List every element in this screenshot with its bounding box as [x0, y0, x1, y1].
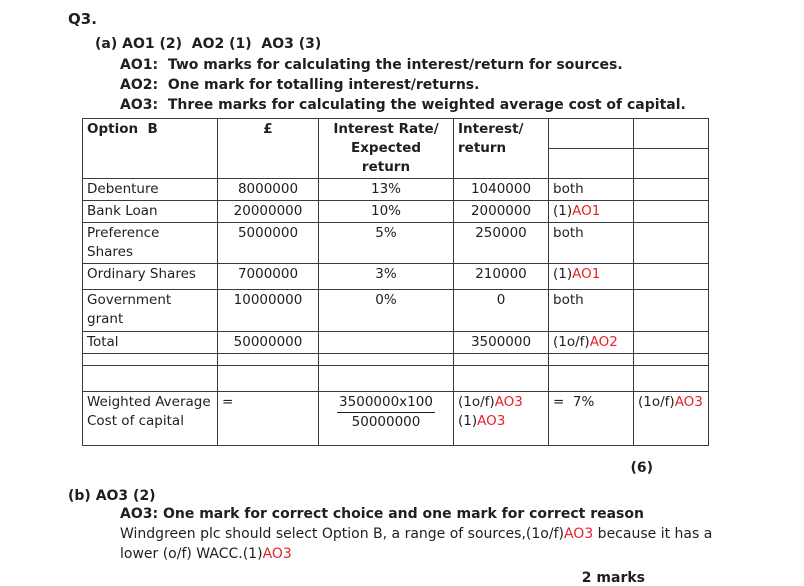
empty-cell	[319, 366, 454, 392]
mark-count: (1)	[458, 413, 478, 429]
table-row-ordinary-shares	[83, 264, 709, 290]
answer-text: Windgreen plc should select Option B, a range of sources,(1o/f)	[120, 526, 564, 542]
source-name-line: Preference	[87, 225, 160, 241]
answer-line-1	[120, 524, 764, 544]
question-label: Q3.	[68, 10, 97, 28]
amount-cell: 5000000	[218, 223, 319, 264]
wacc-of-mark-cell	[634, 392, 709, 446]
header-empty-cell	[549, 119, 634, 149]
answer-text: lower (o/f) WACC.(1)	[120, 546, 263, 562]
ao2-guidance-line: AO2: One mark for totalling interest/returns.	[120, 77, 480, 93]
rate-cell	[319, 332, 454, 354]
note-cell	[549, 332, 634, 354]
ao-tag: AO3	[674, 394, 703, 410]
source-name-line: Weighted Average	[87, 394, 211, 410]
interest-cell: 0	[454, 290, 549, 332]
source-name-cell	[83, 223, 218, 264]
empty-cell	[634, 223, 709, 264]
interest-cell: 1040000	[454, 179, 549, 201]
header-line: Interest Rate/	[333, 121, 439, 137]
header-line: Interest/	[458, 121, 524, 137]
header-interest-return	[454, 119, 549, 179]
table-row-empty-thin	[83, 354, 709, 366]
header-empty-cell	[549, 149, 634, 179]
source-name-cell	[83, 392, 218, 446]
table-row-debenture	[83, 179, 709, 201]
empty-cell	[319, 354, 454, 366]
equals-cell: =	[218, 392, 319, 446]
ao-tag: AO1	[572, 203, 601, 219]
rate-cell: 13%	[319, 179, 454, 201]
table-row-government-grant	[83, 290, 709, 332]
empty-cell	[634, 264, 709, 290]
ao-tag: AO2	[589, 334, 618, 350]
empty-cell	[454, 354, 549, 366]
empty-cell	[218, 366, 319, 392]
mark-count: (1o/f)	[458, 394, 495, 410]
table-row-empty-spacer	[83, 366, 709, 392]
mark-line	[458, 393, 544, 412]
empty-cell	[634, 366, 709, 392]
ao-tag: AO3	[494, 394, 523, 410]
table-row-preference-shares	[83, 223, 709, 264]
ao1-guidance-line: AO1: Two marks for calculating the interest/return for sources.	[120, 57, 623, 73]
table-row-total	[83, 332, 709, 354]
empty-cell	[83, 354, 218, 366]
empty-cell	[218, 354, 319, 366]
option-b-wacc-table	[82, 118, 709, 446]
header-line: Expected	[350, 140, 422, 156]
amount-cell: 10000000	[218, 290, 319, 332]
note-cell	[549, 201, 634, 223]
source-name-cell: Ordinary Shares	[83, 264, 218, 290]
part-a-heading: (a) AO1 (2) AO2 (1) AO3 (3)	[95, 36, 322, 52]
part-b-marks: 2 marks	[581, 570, 645, 586]
answer-text: because it has a	[593, 526, 713, 542]
note-cell: both	[549, 290, 634, 332]
ao3-guidance-line: AO3: Three marks for calculating the weighted average cost of capital.	[120, 97, 686, 113]
ao-tag: AO3	[563, 526, 594, 542]
source-name-line: Shares	[87, 244, 133, 260]
interest-cell: 2000000	[454, 201, 549, 223]
fraction-cell	[319, 392, 454, 446]
table-header-row	[83, 119, 709, 149]
empty-cell	[549, 354, 634, 366]
rate-cell: 0%	[319, 290, 454, 332]
mark-count: (1)	[553, 203, 573, 219]
table-row-bank-loan	[83, 201, 709, 223]
amount-cell: 8000000	[218, 179, 319, 201]
ao-tag: AO1	[572, 266, 601, 282]
header-line: return	[361, 159, 411, 175]
note-cell: both	[549, 223, 634, 264]
source-name-cell: Bank Loan	[83, 201, 218, 223]
answer-line-2	[120, 544, 764, 564]
empty-cell	[634, 179, 709, 201]
amount-cell: 20000000	[218, 201, 319, 223]
rate-cell: 3%	[319, 264, 454, 290]
header-option-b: Option B	[83, 119, 218, 179]
empty-cell	[83, 366, 218, 392]
part-b-heading: (b) AO3 (2)	[68, 488, 156, 504]
amount-cell: 7000000	[218, 264, 319, 290]
amount-cell: 50000000	[218, 332, 319, 354]
header-line: return	[458, 140, 507, 156]
header-currency: £	[218, 119, 319, 179]
note-cell	[549, 264, 634, 290]
header-interest-rate	[319, 119, 454, 179]
ao-tag: AO3	[477, 413, 506, 429]
part-a-marks: (6)	[630, 460, 653, 476]
source-name-cell	[83, 290, 218, 332]
mark-count: (1o/f)	[638, 394, 675, 410]
empty-cell	[634, 354, 709, 366]
empty-cell	[454, 366, 549, 392]
source-name-line: grant	[87, 311, 124, 327]
part-b-ao3-line: AO3: One mark for correct choice and one mark for correct reason	[120, 506, 644, 522]
interest-cell: 3500000	[454, 332, 549, 354]
interest-cell: 210000	[454, 264, 549, 290]
empty-cell	[549, 366, 634, 392]
mark-count: (1)	[553, 266, 573, 282]
header-empty-cell	[634, 119, 709, 149]
empty-cell	[634, 332, 709, 354]
source-name-cell: Total	[83, 332, 218, 354]
mark-count: (1o/f)	[553, 334, 590, 350]
wacc-result-cell: = 7%	[549, 392, 634, 446]
empty-cell	[634, 201, 709, 223]
source-name-cell: Debenture	[83, 179, 218, 201]
empty-cell	[634, 290, 709, 332]
source-name-line: Cost of capital	[87, 413, 184, 429]
mark-line	[458, 412, 544, 431]
rate-cell: 5%	[319, 223, 454, 264]
source-name-line: Government	[87, 292, 172, 308]
header-empty-cell	[634, 149, 709, 179]
wacc-marks-cell	[454, 392, 549, 446]
rate-cell: 10%	[319, 201, 454, 223]
fraction-numerator: 3500000x100	[337, 393, 435, 413]
note-cell: both	[549, 179, 634, 201]
table-row-wacc	[83, 392, 709, 446]
interest-cell: 250000	[454, 223, 549, 264]
ao-tag: AO3	[262, 546, 292, 562]
fraction-denominator: 50000000	[351, 414, 421, 430]
